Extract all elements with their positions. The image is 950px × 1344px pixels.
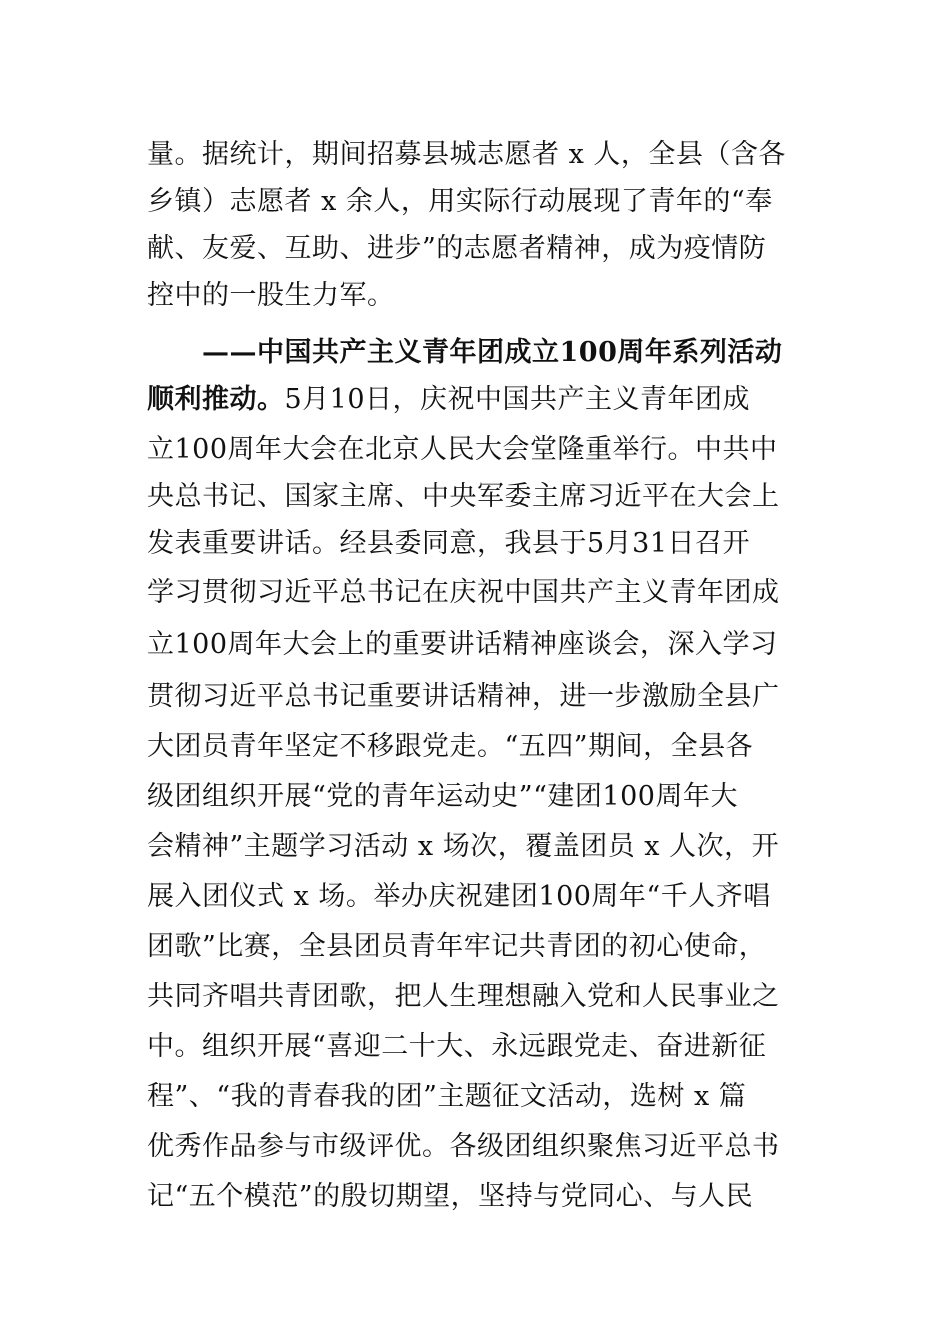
text-line: 级团组织开展“党的青年运动史”“建团100周年大 — [147, 781, 738, 812]
text-line: 发表重要讲话。经县委同意，我县于5月31日召开 — [147, 528, 751, 559]
text-line: 献、友爱、互助、进步”的志愿者精神，成为疫情防 — [147, 233, 767, 264]
text-line: 立100周年大会上的重要讲话精神座谈会，深入学习 — [147, 629, 778, 660]
text-line: 控中的一股生力军。 — [147, 280, 395, 311]
text-line: 记“五个模范”的殷切期望，坚持与党同心、与人民 — [147, 1181, 754, 1212]
text-line: 优秀作品参与市级评优。各级团组织聚焦习近平总书 — [147, 1131, 780, 1162]
text-line: 央总书记、国家主席、中央军委主席习近平在大会上 — [147, 481, 780, 512]
heading-continuation-line — [147, 380, 750, 420]
text-line: 团歌”比赛，全县团员青年牢记共青团的初心使命， — [147, 931, 767, 962]
text-line: 乡镇）志愿者 x 余人，用实际行动展现了青年的“奉 — [147, 186, 773, 217]
section-heading: ——中国共产主义青年团成立100周年系列活动 — [202, 337, 783, 368]
text-line: 会精神”主题学习活动 x 场次，覆盖团员 x 人次，开 — [147, 831, 780, 862]
text-line: 中。组织开展“喜迎二十大、永远跟党走、奋进新征 — [147, 1031, 767, 1062]
text-line: 学习贯彻习近平总书记在庆祝中国共产主义青年团成 — [147, 577, 780, 608]
text-line: 大团员青年坚定不移跟党走。“五四”期间，全县各 — [147, 731, 754, 762]
text-line: 立100周年大会在北京人民大会堂隆重举行。中共中 — [147, 434, 778, 465]
text-line: 贯彻习近平总书记重要讲话精神，进一步激励全县广 — [147, 681, 780, 712]
text-line: 量。据统计，期间招募县城志愿者 x 人，全县（含各 — [147, 139, 786, 170]
text-line: 展入团仪式 x 场。举办庆祝建团100周年“千人齐唱 — [147, 881, 771, 912]
section-heading-end: 顺利推动。 — [147, 384, 285, 415]
text-line: 程”、“我的青春我的团”主题征文活动，选树 x 篇 — [147, 1081, 747, 1112]
text-line: 共同齐唱共青团歌，把人生理想融入党和人民事业之 — [147, 981, 780, 1012]
text-run: 5月10日，庆祝中国共产主义青年团成 — [284, 384, 751, 415]
